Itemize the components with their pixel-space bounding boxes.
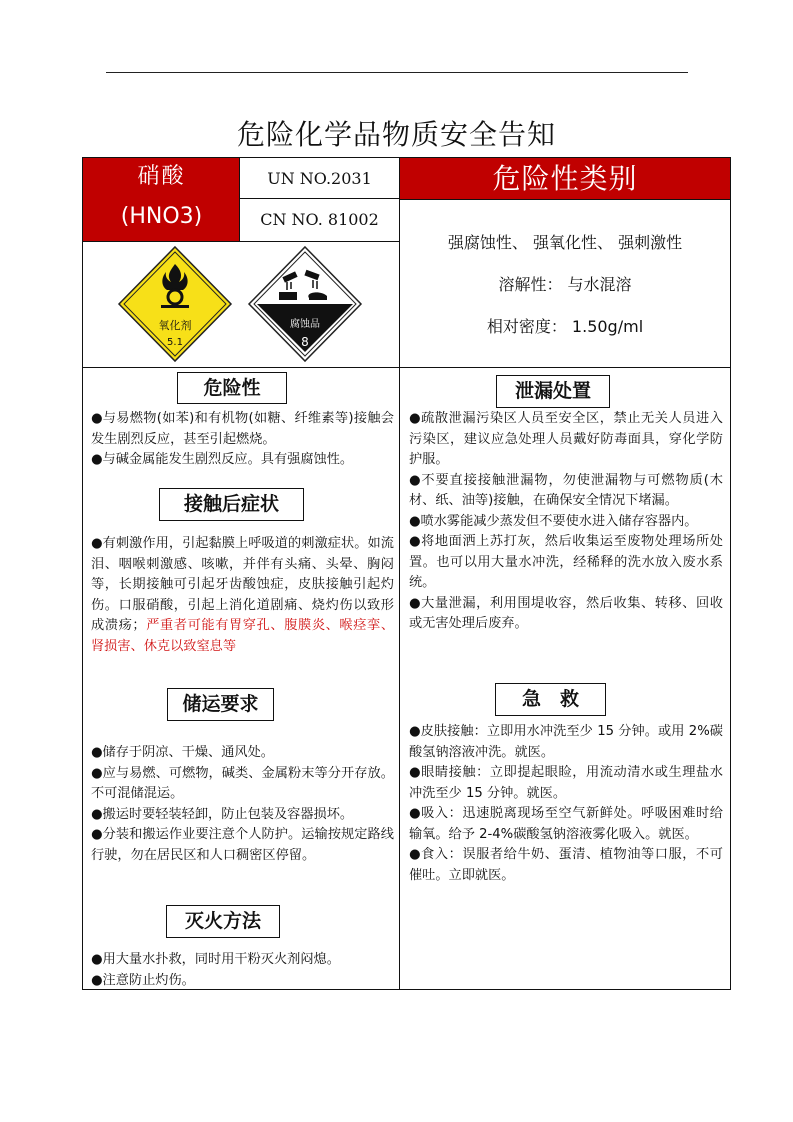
header-rule [106, 72, 688, 73]
hazard-category-heading: 危险性类别 [400, 158, 730, 199]
hazard-item: ●与易燃物(如苯)和有机物(如糖、纤维素等)接触会发生剧烈反应，甚至引起燃烧。 [91, 411, 394, 447]
first-aid-text [409, 722, 723, 886]
corrosive-label: 腐蚀品 [290, 319, 320, 330]
symptoms-heading: 接触后症状 [159, 488, 304, 521]
chemical-formula: (HNO3) [120, 204, 203, 229]
oxidizer-class: 5.1 [167, 337, 183, 348]
property-density: 相对密度： 1.50g/ml [486, 317, 644, 336]
pictograms [83, 242, 398, 366]
leak-item: ●疏散泄漏污染区人员至安全区，禁止无关人员进入污染区，建议应急处理人员戴好防毒面具，穿化学防护服。 [409, 411, 723, 467]
chemical-name-cell [83, 158, 240, 241]
first-aid-item: ●食入：误服者给牛奶、蛋清、植物油等口服，不可催吐。立即就医。 [409, 847, 723, 883]
chemical-name: 硝酸 [137, 164, 186, 189]
fire-item: ●用大量水扑救，同时用干粉灭火剂闷熄。 [91, 952, 340, 967]
leak-item: ●大量泄漏，利用围堤收容，然后收集、转移、回收或无害处理后废弃。 [409, 595, 723, 631]
pictogram-cell [83, 241, 400, 367]
storage-item: ●应与易燃、可燃物，碱类、金属粉末等分开存放。不可混储混运。 [91, 765, 394, 801]
hazard-properties [400, 199, 730, 367]
storage-item: ●储存于阴凉、干燥、通风处。 [91, 745, 274, 760]
hazard-text [91, 409, 394, 471]
first-aid-item: ●吸入：迅速脱离现场至空气新鲜处。呼吸困难时给输氧。给予 2-4%碳酸氢钠溶液雾化吸入。就医。 [409, 806, 723, 842]
section-divider [83, 367, 730, 368]
oxidizer-label: 氧化剂 [158, 319, 192, 332]
oxidizer-pictogram [115, 244, 235, 364]
fire-text [91, 950, 394, 991]
first-aid-item: ●皮肤接触：立即用水冲洗至少 15 分钟。或用 2%碳酸氢钠溶液冲洗。就医。 [409, 724, 723, 760]
corrosive-pictogram [249, 247, 361, 361]
safety-card-table [82, 157, 731, 990]
hazard-item: ●与碱金属能发生剧烈反应。具有强腐蚀性。 [91, 452, 354, 467]
corrosive-class: 8 [301, 335, 309, 349]
property-corrosivity: 强腐蚀性、 强氧化性、 强刺激性 [447, 233, 683, 252]
un-number: UN NO.2031 [240, 158, 400, 199]
storage-heading: 储运要求 [167, 688, 274, 721]
symptoms-text [91, 534, 394, 657]
fire-heading: 灭火方法 [166, 905, 280, 938]
storage-item: ●分装和搬运作业要注意个人防护。运输按规定路线行驶，勿在居民区和人口稠密区停留。 [91, 827, 394, 863]
leak-heading: 泄漏处置 [496, 375, 610, 408]
cn-number: CN NO. 81002 [240, 199, 400, 241]
storage-text [91, 743, 394, 866]
first-aid-heading: 急 救 [495, 683, 606, 716]
symptoms-body: ●有刺激作用，引起黏膜上呼吸道的刺激症状。如流泪、咽喉刺激感、咳嗽，并伴有头痛、头晕、胸闷等，长期接触可引起牙齿酸蚀症，皮肤接触引起灼伤。口服硝酸，引起上消化道剧痛、烧灼伤以致形成溃疡； [91, 536, 394, 633]
first-aid-item: ●眼睛接触：立即提起眼睑，用流动清水或生理盐水冲洗至少 15 分钟。就医。 [409, 765, 723, 801]
symptoms-warning: 严重者可能有胃穿孔、腹膜炎、喉痉挛、肾损害、休克以致窒息等 [91, 618, 395, 654]
leak-item: ●不要直接接触泄漏物，勿使泄漏物与可燃物质(木材、纸、油等)接触，在确保安全情况下堵漏。 [409, 472, 723, 508]
column-divider [399, 367, 400, 989]
leak-item: ●喷水雾能减少蒸发但不要使水进入储存容器内。 [409, 513, 698, 529]
storage-item: ●搬运时要轻装轻卸，防止包装及容器损坏。 [91, 806, 354, 822]
page-title: 危险化学品物质安全告知 [236, 118, 556, 151]
fire-item: ●注意防止灼伤。 [91, 972, 195, 988]
leak-item: ●将地面洒上苏打灰，然后收集运至废物处理场所处置。也可以用大量水冲洗，经稀释的洗水放入废水系统。 [409, 534, 723, 590]
hazard-heading: 危险性 [177, 372, 287, 404]
leak-text [409, 409, 723, 635]
property-solubility: 溶解性： 与水混溶 [498, 275, 632, 294]
